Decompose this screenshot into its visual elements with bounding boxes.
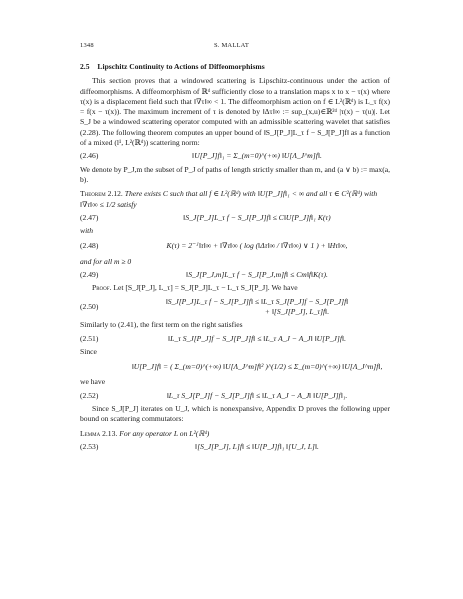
equation-2-47	[80, 213, 390, 223]
equation-label: (2.52)	[80, 390, 99, 400]
page-number: 1348	[80, 42, 94, 49]
theorem-and-for: and for all m ≥ 0	[80, 256, 132, 266]
lemma-2-13	[80, 429, 390, 439]
equation-expr: ‖L_τ S_J[P_J]f − S_J[P_J]f‖ ≤ ‖L_τ A_J − A_J‖ ‖U[P_J]f‖₁.	[166, 390, 348, 400]
lemma-label: Lemma 2.13.	[80, 428, 118, 438]
equation-label: (2.51)	[80, 333, 99, 343]
equation-expr: ‖S_J[P_J,m]L_τ f − S_J[P_J,m]f‖ ≤ Cm‖f‖K(τ).	[186, 270, 328, 280]
equation-expr: ‖U[P_J]f‖₁ = Σ_(m=0)^(+∞) ‖U[Λ_J^m]f‖.	[192, 151, 322, 161]
paragraph-we-have: we have	[80, 377, 106, 387]
theorem-statement: There exists C such that all f ∈ L²(ℝᵈ) with ‖U[P_J]f‖₁ < ∞ and all τ ∈ C²(ℝᵈ) with ‖∇τ‖∞ ≤ 1/2 satisfy	[80, 189, 378, 209]
equation-line-2: + ‖[S_J[P_J], L_τ]f‖.	[264, 306, 330, 316]
equation-2-50	[80, 297, 390, 318]
paragraph-intro: This section proves that a windowed scattering is Lipschitz-continuous under the action of diffeomorphisms. A diffeomorphism of ℝᵈ sufficiently close to a translation maps x to x − τ(x) where τ(x) is a displacement field such that ‖∇τ‖∞ < 1. The diffeomorphism action on f ∈ L²(ℝᵈ) is L_τ f(x) = f(x − τ(x)). The maximum increment of τ is denoted by ‖Δτ‖∞ := sup_(x,u)∈ℝ²ᵈ |τ(x) − τ(u)|. Let S_J be a windowed scattering operator computed with an admissible scattering wavelet that satisfies (2.28). The following theorem computes an upper bound of ‖S_J[P_J]L_τ f − S_J[P_J]f‖ as a function of a mixed (l¹, L²(ℝᵈ)) scattering norm:	[80, 76, 390, 148]
equation-2-46	[80, 151, 390, 161]
equation-label: (2.53)	[80, 441, 99, 451]
equation-2-53	[80, 442, 390, 452]
proof-text: Let [S_J[P_J], L_τ] = S_J[P_J]L_τ − L_τ S_J[P_J]. We have	[113, 283, 298, 293]
section-number: 2.5	[80, 62, 90, 71]
equation-expr: ‖S_J[P_J]L_τ f − S_J[P_J]f‖ ≤ C‖U[P_J]f‖₁ K(τ)	[183, 212, 331, 222]
equation-since	[80, 362, 390, 372]
running-header: S. MALLAT	[213, 42, 250, 49]
section-title: Lipschitz Continuity to Actions of Diffeomorphisms	[97, 62, 265, 71]
equation-label: (2.48)	[80, 241, 99, 251]
equation-label: (2.46)	[80, 151, 99, 161]
equation-2-52	[80, 391, 390, 401]
paragraph-similarly: Similarly to (2.41), the first term on the right satisfies	[80, 320, 243, 330]
theorem-label: Theorem 2.12.	[80, 189, 123, 199]
equation-label: (2.47)	[80, 212, 99, 222]
equation-label: (2.49)	[80, 270, 99, 280]
equation-2-48	[80, 241, 390, 251]
section-heading	[80, 62, 390, 72]
theorem-with: with	[80, 226, 94, 236]
equation-line-1: ‖S_J[P_J]L_τ f − S_J[P_J]f‖ ≤ ‖L_τ S_J[P_J]f − S_J[P_J]f‖	[165, 296, 349, 306]
equation-2-49	[80, 270, 390, 280]
proof-paragraph	[80, 283, 390, 293]
equation-2-51	[80, 334, 390, 344]
paragraph-paths: We denote by P_J,m the subset of P_J of paths of length strictly smaller than m, and (a ∨ b) := max(a, b).	[80, 164, 390, 184]
equation-expr: K(τ) = 2⁻ᴶ‖τ‖∞ + ‖∇τ‖∞ ( log (‖Δτ‖∞ / ‖∇τ‖∞) ∨ 1 ) + ‖Hτ‖∞,	[166, 241, 348, 251]
equation-expr: ‖U[P_J]f‖ = ( Σ_(m=0)^(+∞) ‖U[Λ_J^m]f‖² )^(1/2) ≤ Σ_(m=0)^(+∞) ‖U[Λ_J^m]f‖,	[131, 362, 383, 372]
equation-expr: ‖[S_J[P_J], L]f‖ ≤ ‖U[P_J]f‖₁ ‖[U_J, L]‖.	[195, 441, 319, 451]
proof-label: Proof.	[92, 283, 112, 293]
equation-expr: ‖L_τ S_J[P_J]f − S_J[P_J]f‖ ≤ ‖L_τ A_J − A_J‖ ‖U[P_J]f‖.	[167, 333, 347, 343]
theorem-2-12	[80, 189, 390, 210]
page-body	[80, 58, 390, 455]
paragraph-since: Since	[80, 346, 97, 356]
equation-label: (2.50)	[80, 301, 99, 311]
lemma-statement: For any operator L on L²(ℝᵈ)	[119, 428, 210, 438]
paragraph-since-2: Since S_J[P_J] iterates on U_J, which is nonexpansive, Appendix D proves the following upper bound on scattering commutators:	[80, 404, 390, 424]
